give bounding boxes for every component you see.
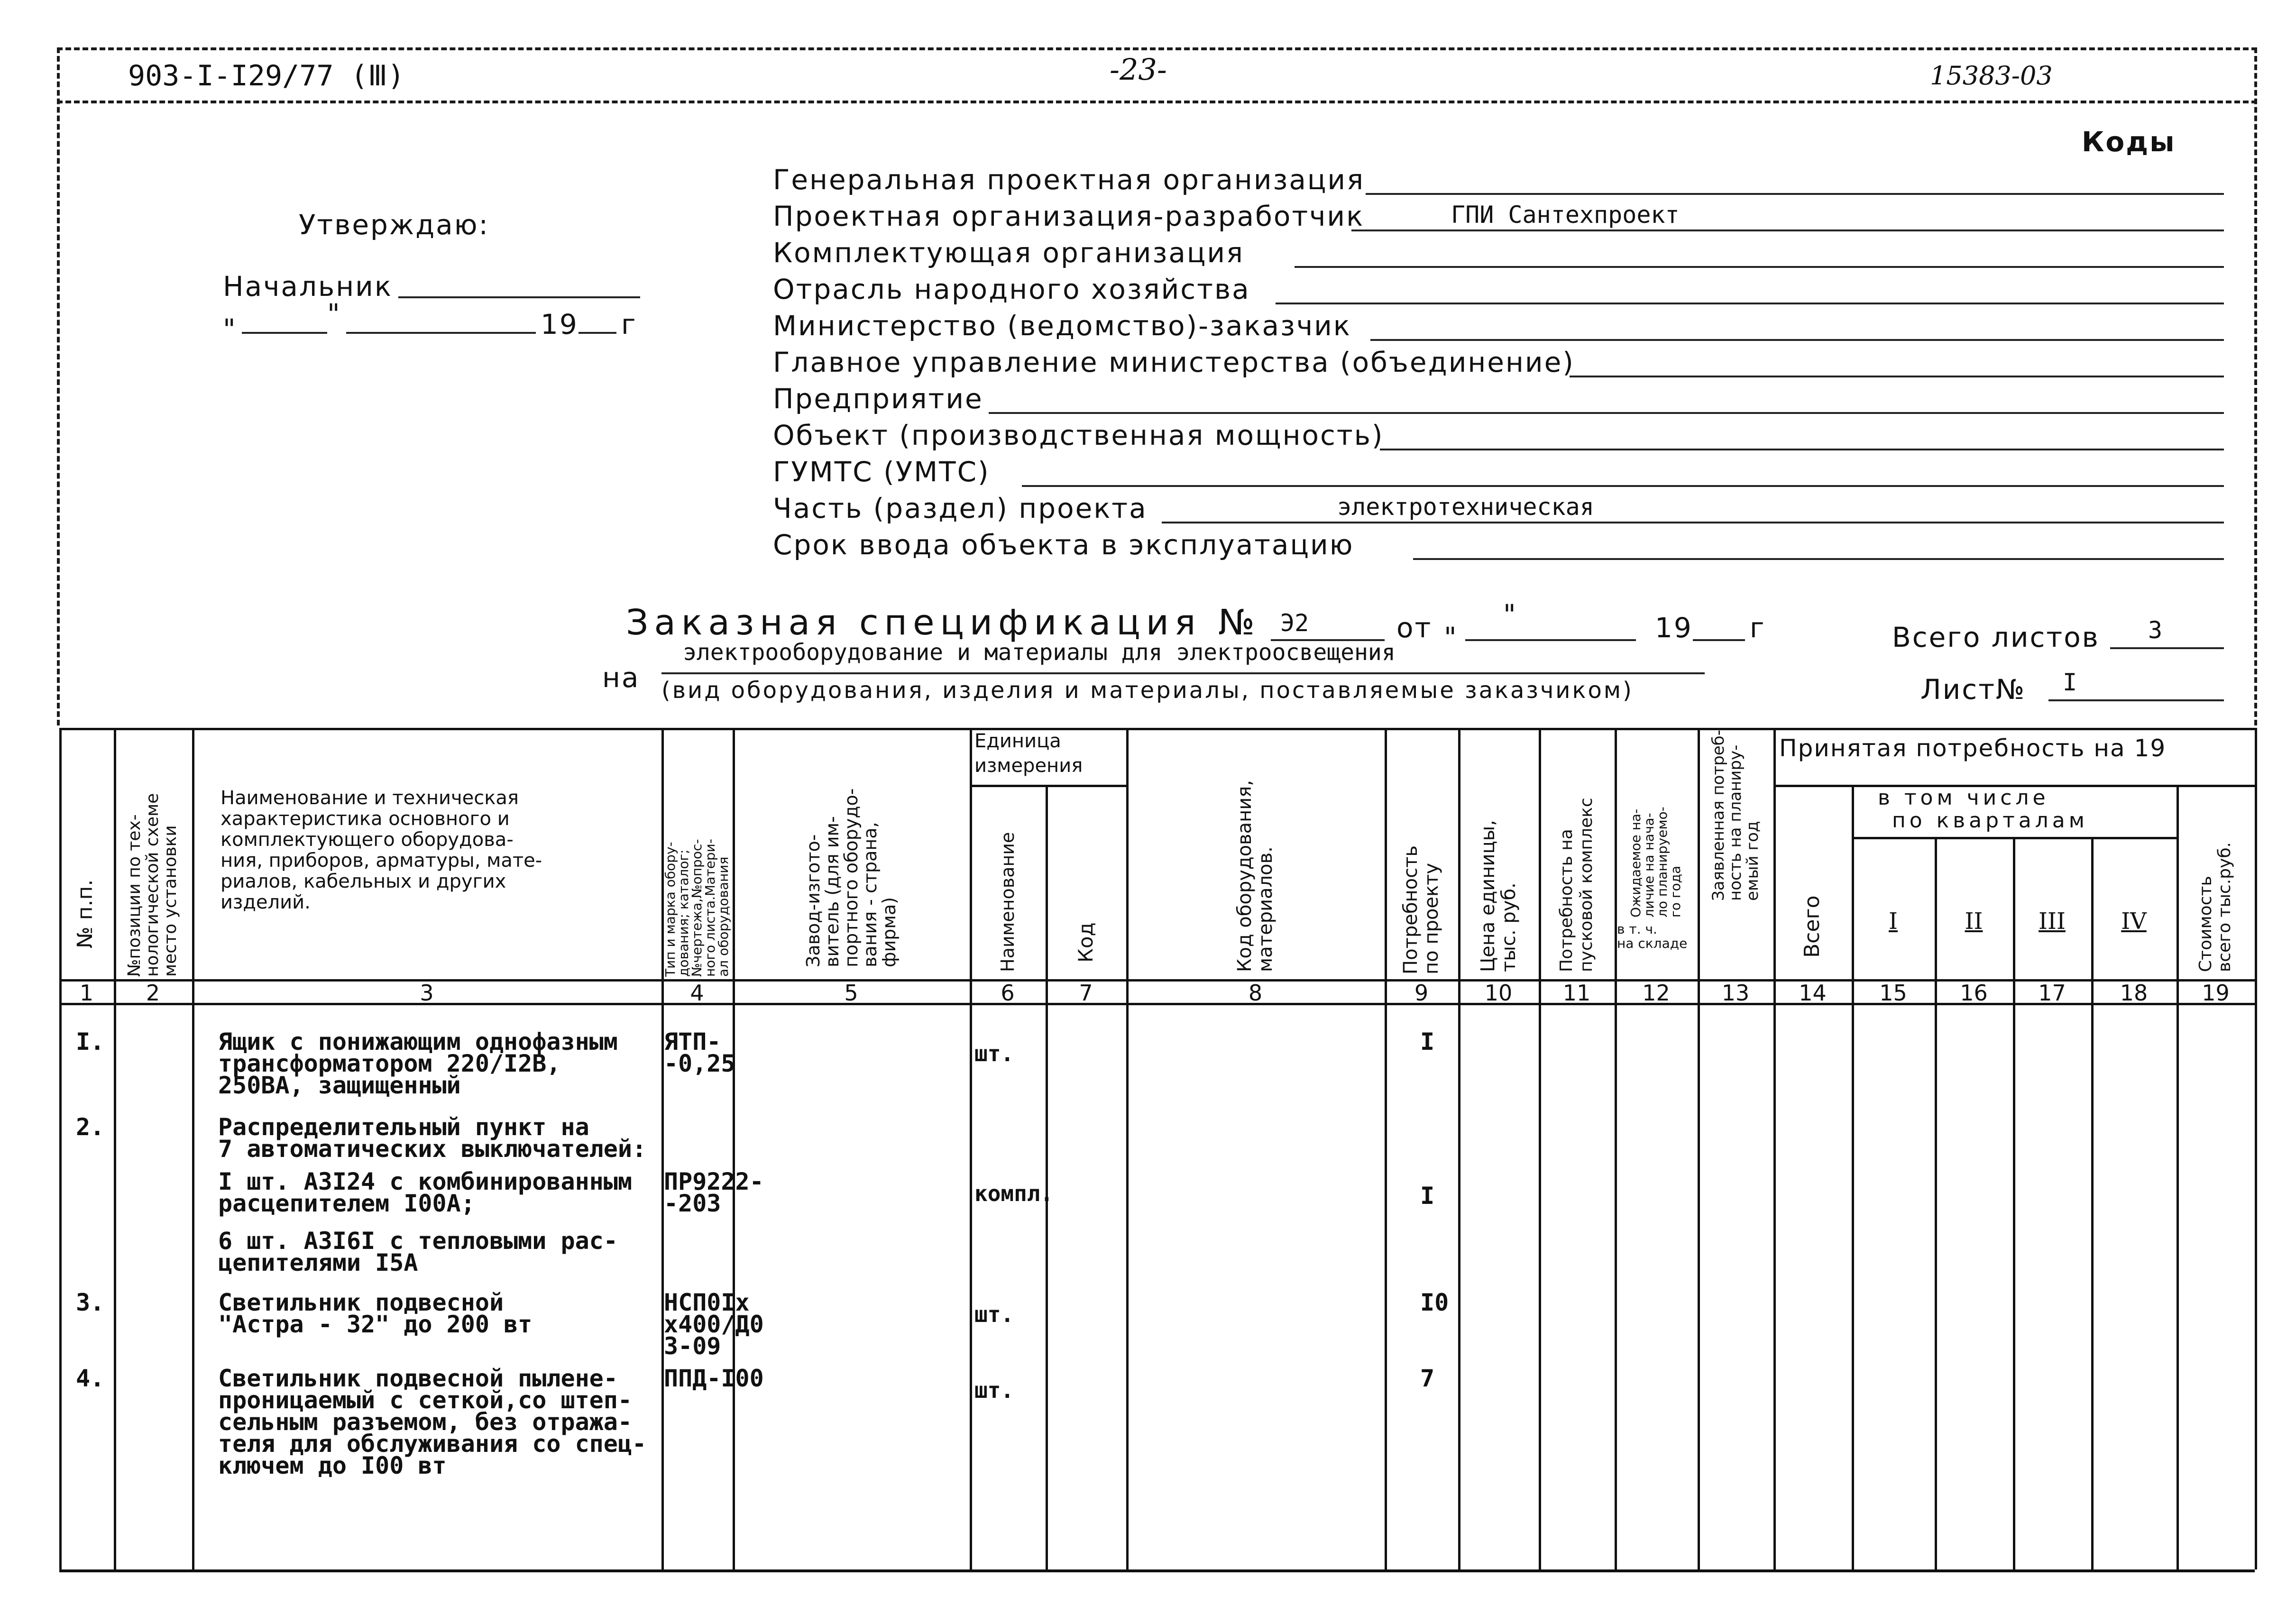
col-header-expected: го года	[1668, 865, 1683, 918]
org-field-line	[1162, 522, 2224, 523]
col-header-demand: по проекту	[1421, 862, 1442, 974]
column-line	[1852, 785, 1854, 1569]
row-type: ППД-I00	[664, 1365, 764, 1392]
org-field-label: Комплектующая организация	[773, 237, 1244, 269]
spec-subject-line	[661, 672, 1705, 674]
spec-title: Заказная спецификация №	[626, 602, 1260, 643]
col-header-type: ного листа.Матери-	[702, 839, 718, 977]
stamp-number: 15383-03	[1930, 61, 2053, 91]
org-field-line	[1295, 266, 2224, 268]
org-field-line	[1351, 229, 2224, 231]
column-line	[970, 728, 972, 1569]
column-line	[2013, 837, 2015, 1569]
row-type: 3-09	[664, 1332, 721, 1360]
col-header-cost: Стоимость	[2196, 876, 2215, 972]
col-header-equipment-code: материалов.	[1255, 846, 1277, 972]
row-name: Светильник подвесной	[218, 1289, 504, 1316]
approve-label: Утверждаю:	[299, 209, 490, 241]
col-header-type: Тип и марка обору-	[662, 842, 678, 977]
column-number: 12	[1642, 980, 1670, 1006]
column-number: 14	[1799, 980, 1827, 1006]
col-header-demand: Потребность	[1400, 845, 1422, 974]
row-name: цепителями I5А	[218, 1249, 418, 1276]
row-name: теля для обслуживания со спец-	[218, 1430, 647, 1458]
col-header-unit-group: Единица	[974, 730, 1061, 752]
col-header-manufacturer: портного оборудо-	[841, 788, 862, 967]
org-field-label: Предприятие	[773, 383, 983, 415]
col-header-launch: Потребность на	[1557, 829, 1576, 972]
col-header-expected: личие на нача-	[1641, 813, 1657, 918]
row-name: Ящик с понижающим однофазным	[218, 1028, 618, 1055]
column-line	[1615, 728, 1617, 1569]
row-type: -203	[664, 1190, 721, 1217]
row-unit: шт.	[974, 1041, 1014, 1066]
col-header-name: комплектующего оборудова-	[220, 829, 514, 851]
column-line	[1773, 728, 1776, 1569]
total-sheets-label: Всего листов	[1892, 621, 2100, 653]
row-demand: I	[1420, 1182, 1435, 1210]
row-name: сельным разъемом, без отража-	[218, 1408, 632, 1436]
column-line	[1385, 728, 1387, 1569]
column-number: 19	[2202, 980, 2230, 1006]
col-header-name: изделий.	[220, 891, 311, 913]
col-header-price: тыс. руб.	[1498, 882, 1520, 972]
row-demand: I	[1420, 1028, 1435, 1055]
spec-year-line	[1693, 639, 1745, 641]
org-field-value: электротехническая	[1337, 493, 1594, 521]
org-field-label: Отрасль народного хозяйства	[773, 273, 1250, 305]
org-field-label: ГУМТС (УМТС)	[773, 456, 990, 488]
col-header-price: Цена единицы,	[1477, 820, 1499, 972]
codes-label: Коды	[2082, 126, 2176, 158]
column-line	[59, 728, 62, 1569]
column-number: 3	[420, 980, 434, 1006]
column-number: 8	[1248, 980, 1263, 1006]
spec-from-label: от	[1396, 612, 1433, 644]
frame-right-border	[2254, 47, 2257, 725]
col-header-quarter: III	[2039, 908, 2066, 935]
frame-header-separator	[57, 101, 2257, 103]
org-field-line	[1022, 485, 2224, 487]
column-line	[1126, 728, 1129, 1569]
col-header-manufacturer: Завод-изгото-	[803, 834, 824, 967]
column-line	[192, 728, 194, 1569]
column-line	[733, 728, 735, 1569]
row-name: проницаемый с сеткой,со штеп-	[218, 1386, 632, 1414]
column-number: 17	[2038, 980, 2066, 1006]
col-header-accepted: Принятая потребность на 19	[1779, 734, 2167, 762]
col-header-declared: емый год	[1743, 821, 1762, 901]
approval-year-suffix: г	[621, 308, 637, 340]
column-number: 4	[690, 980, 704, 1006]
row-name: 6 шт. А3I6I с тепловыми рас-	[218, 1227, 618, 1255]
org-field-label: Главное управление министерства (объединение)	[773, 346, 1575, 378]
col-header-quarters: в том числе	[1878, 786, 2049, 810]
row-name: Распределительный пункт на	[218, 1113, 589, 1141]
unit-group-divider	[970, 785, 1126, 787]
spec-date-quote-open: "	[1444, 621, 1458, 653]
row-number: 4.	[76, 1365, 105, 1392]
spec-on-label: на	[602, 661, 640, 694]
column-line	[1539, 728, 1541, 1569]
row-type: ЯТП-	[664, 1028, 721, 1055]
date-close-quote: "	[327, 298, 341, 330]
col-header-no: № п.п.	[73, 879, 97, 948]
column-number: 7	[1079, 980, 1093, 1006]
column-number: 10	[1484, 980, 1513, 1006]
col-header-manufacturer: вания - страна,	[860, 822, 881, 967]
row-type: НСП0Iх	[664, 1289, 750, 1316]
col-header-position: №позиции по тех-	[125, 814, 144, 977]
col-header-expected-stock: на складе	[1617, 936, 1688, 951]
row-type: ПР9222-	[664, 1168, 764, 1195]
org-field-label: Проектная организация-разработчик	[773, 200, 1365, 232]
column-number: 6	[1001, 980, 1015, 1006]
col-header-total: Всего	[1800, 895, 1824, 958]
column-number: 1	[79, 980, 94, 1006]
row-demand: 7	[1420, 1365, 1435, 1392]
approval-year-line	[579, 332, 616, 334]
table-bottom-border	[59, 1569, 2255, 1572]
col-header-type: ал оборудования	[716, 856, 731, 977]
spec-subject-caption: (вид оборудования, изделия и материалы, поставляемые заказчиком)	[661, 677, 1634, 704]
col-header-expected-stock: в т. ч.	[1617, 921, 1657, 937]
col-header-name: Наименование и техническая	[220, 787, 519, 809]
org-field-line	[1366, 193, 2224, 195]
column-number: 5	[844, 980, 858, 1006]
col-header-quarter: IV	[2121, 908, 2147, 935]
org-field-line	[1413, 558, 2224, 560]
org-field-line	[1570, 376, 2224, 377]
column-line	[1458, 728, 1460, 1569]
column-number: 11	[1562, 980, 1591, 1006]
row-number: 3.	[76, 1289, 105, 1316]
org-field-label: Генеральная проектная организация	[773, 164, 1365, 196]
column-line	[2255, 728, 2257, 1569]
spec-date-line	[1465, 639, 1636, 641]
column-line	[1698, 728, 1700, 1569]
row-demand: I0	[1420, 1289, 1449, 1316]
col-header-type: дования; каталог;	[676, 849, 691, 977]
column-line	[1046, 785, 1048, 1569]
sheet-label: Лист№	[1920, 673, 2026, 706]
col-header-launch: пусковой комплекс	[1577, 798, 1596, 972]
date-month-line	[346, 332, 536, 334]
col-header-expected: ло планируемо-	[1654, 807, 1670, 918]
col-header-position: нологической схеме	[143, 793, 162, 977]
org-field-line	[1370, 339, 2224, 341]
col-header-quarters: по кварталам	[1892, 808, 2088, 833]
col-header-position: место установки	[161, 825, 180, 977]
org-field-label: Срок ввода объекта в эксплуатацию	[773, 529, 1354, 561]
col-header-unit-code: Код	[1074, 922, 1097, 963]
chief-label: Начальник	[223, 270, 393, 303]
col-header-manufacturer: фирма)	[879, 897, 900, 967]
row-number: 2.	[76, 1113, 105, 1141]
row-unit: компл.	[974, 1181, 1054, 1206]
spec-subject: электрооборудование и материалы для электроосвещения	[683, 639, 1396, 666]
frame-top-border	[57, 47, 2257, 50]
org-field-label: Часть (раздел) проекта	[773, 492, 1148, 524]
row-name: Светильник подвесной пылене-	[218, 1365, 618, 1392]
total-sheets-line	[2110, 647, 2224, 649]
col-header-manufacturer: витель (для им-	[822, 816, 843, 967]
col-header-declared: ность на планиру-	[1726, 744, 1745, 901]
col-header-unit-name: Наименование	[997, 832, 1018, 972]
row-name: "Астра - 32" до 200 вт	[218, 1311, 533, 1338]
col-header-quarter: I	[1889, 908, 1898, 935]
row-unit: шт.	[974, 1302, 1014, 1327]
row-name: расцепителем I00А;	[218, 1190, 475, 1217]
col-header-cost: всего тыс.руб.	[2215, 842, 2234, 972]
sheet-value: I	[2063, 669, 2077, 696]
row-type: х400/Д0	[664, 1311, 764, 1338]
spec-year-suffix: г	[1750, 612, 1766, 644]
row-name: 7 автоматических выключателей:	[218, 1135, 647, 1163]
row-number: I.	[76, 1028, 105, 1055]
column-number: 15	[1879, 980, 1907, 1006]
column-number: 13	[1721, 980, 1750, 1006]
sheet-line	[2048, 699, 2224, 701]
col-header-name: ния, приборов, арматуры, мате-	[220, 850, 542, 872]
col-header-name: характеристика основного и	[220, 808, 510, 830]
col-header-declared: Заявленная потреб-	[1709, 730, 1728, 901]
chief-signature-line	[398, 296, 640, 298]
org-field-line	[989, 412, 2224, 414]
column-number: 2	[146, 980, 160, 1006]
org-field-line	[1380, 449, 2224, 450]
approval-year-prefix: 19	[541, 308, 579, 340]
row-name: 250ВА, защищенный	[218, 1072, 461, 1099]
col-header-quarter: II	[1965, 908, 1983, 935]
org-field-value: ГПИ Сантехпроект	[1451, 201, 1680, 229]
column-line	[114, 728, 116, 1569]
col-header-unit-group: измерения	[974, 755, 1083, 777]
total-sheets-value: 3	[2148, 616, 2163, 644]
column-number: 9	[1414, 980, 1429, 1006]
col-header-type: №чертежа,№опрос-	[689, 839, 705, 977]
date-day-line	[242, 332, 327, 334]
col-header-name: риалов, кабельных и других	[220, 871, 506, 892]
frame-left-border	[57, 47, 60, 725]
col-header-equipment-code: Код оборудования,	[1234, 780, 1256, 972]
row-name: трансформатором 220/I2В,	[218, 1050, 561, 1077]
date-open-quote: "	[223, 313, 237, 345]
spec-year-prefix: 19	[1655, 612, 1693, 644]
org-field-label: Объект (производственная мощность)	[773, 419, 1384, 451]
column-line	[2091, 837, 2094, 1569]
table-top-border	[59, 728, 2255, 730]
column-number: 16	[1960, 980, 1988, 1006]
col-header-expected: Ожидаемое на-	[1628, 808, 1644, 918]
org-field-line	[1276, 303, 2224, 304]
spec-date-quote-close: "	[1503, 598, 1517, 631]
org-field-label: Министерство (ведомство)-заказчик	[773, 310, 1351, 342]
row-unit: шт.	[974, 1377, 1014, 1403]
doc-code: 903-I-I29/77 (Ⅲ)	[128, 59, 405, 92]
column-line	[2177, 785, 2179, 1569]
row-name: I шт. А3I24 с комбинированным	[218, 1168, 632, 1195]
column-line	[1935, 837, 1937, 1569]
column-number: 18	[2120, 980, 2148, 1006]
row-type: -0,25	[664, 1050, 735, 1077]
row-name: ключем до I00 вт	[218, 1452, 447, 1479]
page-number: -23-	[1110, 52, 1167, 87]
spec-number: Э2	[1280, 609, 1309, 637]
